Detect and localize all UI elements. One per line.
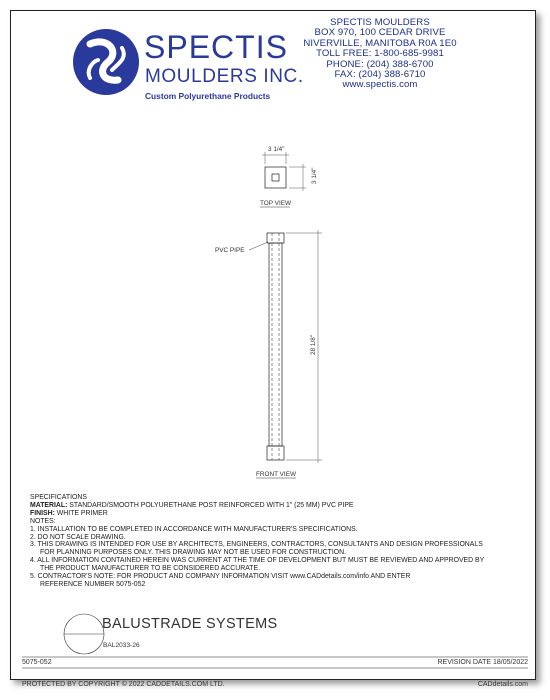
material-label: MATERIAL: bbox=[30, 501, 68, 509]
company-address2: NIVERVILLE, MANITOBA R0A 1E0 bbox=[303, 37, 457, 49]
post-body bbox=[269, 243, 282, 446]
company-fax: FAX: (204) 388-6710 bbox=[334, 69, 426, 81]
top-view-pipe-core bbox=[272, 174, 279, 181]
system-title: BALUSTRADE SYSTEMS bbox=[102, 616, 278, 632]
revision-date: REVISION DATE 18/05/2022 bbox=[437, 659, 528, 666]
finish-value: WHITE PRIMER bbox=[54, 509, 108, 517]
post-cap bbox=[267, 233, 284, 243]
specifications-notes bbox=[30, 494, 510, 589]
note-item: 1. INSTALLATION TO BE COMPLETED IN ACCORDANCE WITH MANUFACTURER'S SPECIFICATIONS. bbox=[30, 525, 358, 533]
material-value: STANDARD/SMOOTH POLYURETHANE POST REINFORCED WITH 1" (25 MM) PVC PIPE bbox=[67, 501, 354, 509]
logo-tagline: Custom Polyurethane Products bbox=[145, 91, 271, 101]
top-view-label: TOP VIEW bbox=[260, 200, 292, 207]
note-item: 3. THIS DRAWING IS INTENDED FOR USE BY ARCHITECTS, ENGINEERS, CONTRACTORS, CONSULTANTS AND DESIGN PROFESSIONALS bbox=[30, 541, 483, 549]
top-view-square bbox=[265, 167, 286, 188]
notes-heading: NOTES: bbox=[30, 517, 56, 525]
material-line bbox=[30, 502, 510, 510]
reference-number: 5075-052 bbox=[22, 659, 52, 666]
logo-line2: MOULDERS INC. bbox=[145, 66, 304, 87]
height-dim: 28 1/8" bbox=[310, 334, 317, 355]
post-base bbox=[267, 446, 284, 460]
company-name: SPECTIS MOULDERS bbox=[330, 17, 430, 28]
company-tollfree: TOLL FREE: 1-800-685-9981 bbox=[316, 48, 444, 60]
logo-line1: SPECTIS bbox=[144, 29, 288, 65]
note-item: 2. DO NOT SCALE DRAWING. bbox=[30, 533, 126, 541]
finish-line bbox=[30, 510, 510, 518]
top-dim-width: 3 1/4" bbox=[268, 146, 285, 153]
pvc-pipe-label: PVC PIPE bbox=[215, 247, 245, 254]
finish-label: FINISH: bbox=[30, 509, 55, 517]
title-block bbox=[22, 612, 528, 656]
company-website[interactable]: www.spectis.com bbox=[342, 79, 418, 91]
top-view bbox=[262, 152, 306, 191]
company-address1: BOX 970, 100 CEDAR DRIVE bbox=[314, 27, 446, 39]
note-item: THE PRODUCT MANUFACTURER TO BE CONSIDERED ACCURATE. bbox=[40, 565, 261, 573]
part-number: BAL2033-26 bbox=[103, 642, 140, 649]
note-item: FOR PLANNING PURPOSES ONLY. THIS DRAWING MAY NOT BE USED FOR CONSTRUCTION. bbox=[40, 549, 347, 557]
note-item: 4. ALL INFORMATION CONTAINED HEREIN WAS CURRENT AT THE TIME OF DEVELOPMENT BUT MUST BE REVIEWED AND APPROVED BY bbox=[30, 557, 485, 565]
company-phone: PHONE: (204) 388-6700 bbox=[326, 58, 434, 70]
note-item: REFERENCE NUMBER 5075-052 bbox=[40, 580, 146, 588]
front-view-label: FRONT VIEW bbox=[256, 471, 297, 478]
caddetails-link[interactable]: CADdetails.com bbox=[477, 681, 528, 688]
specs-heading: SPECIFICATIONS bbox=[30, 494, 87, 501]
top-dim-depth: 3 1/4" bbox=[311, 167, 318, 184]
note-item: 5. CONTRACTOR'S NOTE: FOR PRODUCT AND COMPANY INFORMATION VISIT www.CADdetails.com/info AND ENTER bbox=[30, 573, 411, 581]
copyright-notice: PROTECTED BY COPYRIGHT © 2022 CADDETAILS.COM LTD. bbox=[22, 681, 225, 688]
